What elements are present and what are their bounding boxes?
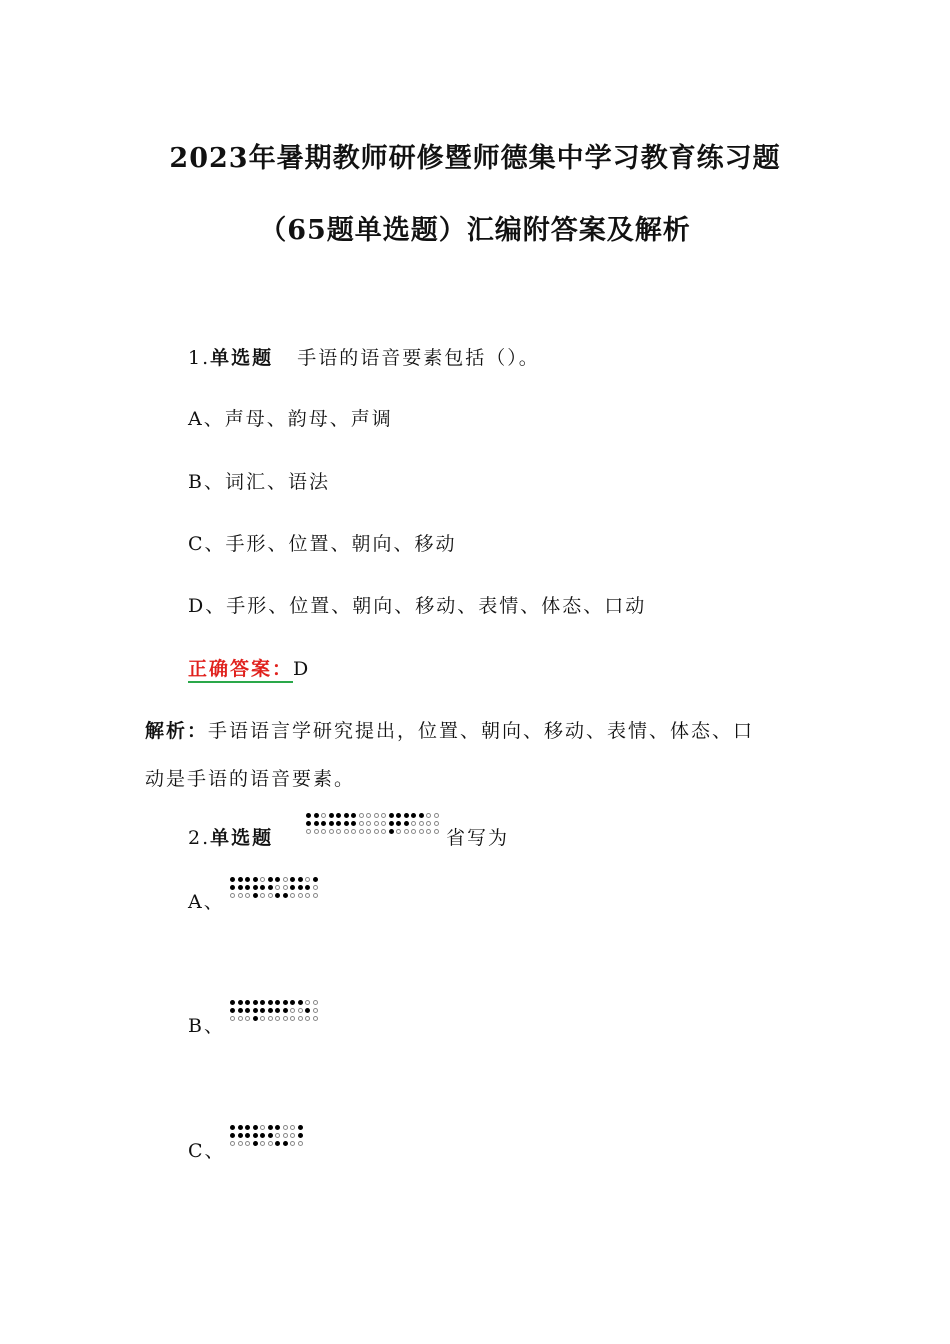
- braille-cell: [411, 813, 424, 835]
- braille-dot: [283, 885, 288, 890]
- braille-dot: [253, 1125, 258, 1130]
- braille-dot: [359, 821, 364, 826]
- braille-dot: [245, 1125, 250, 1130]
- question-number: 2.: [188, 827, 211, 849]
- braille-dot: [283, 1016, 288, 1021]
- braille-dot: [268, 1133, 273, 1138]
- braille-dot: [283, 893, 288, 898]
- braille-dot: [268, 893, 273, 898]
- braille-dot: [411, 813, 416, 818]
- braille-dot: [434, 829, 439, 834]
- braille-dot: [238, 1141, 243, 1146]
- braille-dot: [434, 821, 439, 826]
- braille-dot: [238, 1008, 243, 1013]
- braille-dot: [329, 821, 334, 826]
- question-1: [188, 343, 540, 370]
- q2-option-a-label[interactable]: A、: [188, 891, 225, 913]
- q2-option-c-label[interactable]: C、: [188, 1140, 226, 1162]
- braille-dot: [351, 813, 356, 818]
- braille-dot: [268, 1008, 273, 1013]
- braille-dot: [290, 1141, 295, 1146]
- braille-dot: [321, 829, 326, 834]
- braille-dot: [298, 1141, 303, 1146]
- braille-dot: [238, 893, 243, 898]
- braille-cell: [381, 813, 394, 835]
- braille-dot: [253, 885, 258, 890]
- braille-dot: [260, 885, 265, 890]
- braille-dot: [230, 877, 235, 882]
- braille-dot: [426, 813, 431, 818]
- braille-dot: [305, 877, 310, 882]
- braille-dot: [283, 1000, 288, 1005]
- braille-cell: [260, 1000, 273, 1022]
- braille-dot: [426, 821, 431, 826]
- braille-dot: [253, 1008, 258, 1013]
- analysis-label: 解析：: [145, 720, 209, 742]
- braille-cell: [396, 813, 409, 835]
- question-stem-suffix: 省写为: [446, 827, 510, 849]
- braille-cell: [245, 1000, 258, 1022]
- braille-cell: [245, 877, 258, 899]
- braille-dot: [313, 877, 318, 882]
- braille-cell: [305, 1000, 318, 1022]
- braille-dot: [419, 813, 424, 818]
- braille-dot: [290, 893, 295, 898]
- braille-dot: [268, 1125, 273, 1130]
- braille-dot: [366, 821, 371, 826]
- braille-dot: [329, 829, 334, 834]
- braille-dot: [260, 1008, 265, 1013]
- braille-dot: [238, 1125, 243, 1130]
- braille-option-c[interactable]: [230, 1125, 305, 1152]
- braille-dot: [336, 821, 341, 826]
- braille-dot: [245, 1133, 250, 1138]
- braille-dot: [253, 893, 258, 898]
- braille-dot: [298, 893, 303, 898]
- braille-dot: [298, 1000, 303, 1005]
- braille-dot: [260, 1000, 265, 1005]
- braille-dot: [268, 885, 273, 890]
- braille-dot: [245, 1016, 250, 1021]
- braille-dot: [230, 1000, 235, 1005]
- braille-dot: [314, 813, 319, 818]
- braille-dot: [283, 877, 288, 882]
- braille-dot: [290, 1000, 295, 1005]
- braille-dot: [230, 885, 235, 890]
- braille-cell: [290, 1000, 303, 1022]
- braille-dot: [238, 885, 243, 890]
- option-d[interactable]: D、手形、位置、朝向、移动、表情、体态、口动: [188, 595, 647, 617]
- braille-dot: [374, 829, 379, 834]
- correct-answer-label: 正确答案：: [188, 658, 293, 683]
- braille-dot: [404, 829, 409, 834]
- braille-cell: [321, 813, 334, 835]
- braille-dot: [321, 813, 326, 818]
- question-type: 单选题: [210, 347, 274, 369]
- braille-dot: [290, 1133, 295, 1138]
- braille-dot: [260, 877, 265, 882]
- braille-dot: [238, 1000, 243, 1005]
- braille-dot: [283, 1008, 288, 1013]
- question-2: [188, 823, 273, 850]
- braille-dot: [245, 1141, 250, 1146]
- braille-dot: [253, 877, 258, 882]
- braille-dot: [230, 1125, 235, 1130]
- braille-dot: [245, 1000, 250, 1005]
- braille-dot: [351, 821, 356, 826]
- braille-dot: [298, 877, 303, 882]
- braille-dot: [366, 813, 371, 818]
- document-title-line2: （65题单选题）汇编附答案及解析: [259, 215, 691, 246]
- analysis-line2: 动是手语的语音要素。: [145, 768, 356, 790]
- q2-option-b-label[interactable]: B、: [188, 1015, 225, 1037]
- braille-dot: [434, 813, 439, 818]
- braille-dot: [230, 1016, 235, 1021]
- braille-cell: [245, 1125, 258, 1147]
- braille-dot: [290, 1008, 295, 1013]
- braille-dot: [298, 1016, 303, 1021]
- braille-dot: [230, 1141, 235, 1146]
- braille-dot: [275, 877, 280, 882]
- braille-dot: [314, 821, 319, 826]
- braille-dot: [329, 813, 334, 818]
- braille-dot: [381, 829, 386, 834]
- braille-cell: [230, 877, 243, 899]
- braille-dot: [411, 829, 416, 834]
- analysis-line1: [145, 716, 754, 743]
- braille-dot: [238, 1133, 243, 1138]
- question-stem: 手语的语音要素包括（）。: [297, 347, 540, 369]
- braille-option-a[interactable]: [230, 877, 320, 904]
- braille-dot: [389, 829, 394, 834]
- braille-dot: [230, 1133, 235, 1138]
- braille-dot: [306, 821, 311, 826]
- braille-dot: [381, 813, 386, 818]
- question-type: 单选题: [210, 827, 274, 849]
- braille-dot: [238, 1016, 243, 1021]
- braille-dot: [260, 1125, 265, 1130]
- braille-dot: [275, 1008, 280, 1013]
- braille-dot: [305, 885, 310, 890]
- analysis-text: 手语语言学研究提出，位置、朝向、移动、表情、体态、口: [208, 720, 755, 742]
- braille-dot: [419, 829, 424, 834]
- braille-dot: [298, 1008, 303, 1013]
- braille-cell: [366, 813, 379, 835]
- braille-dot: [313, 1000, 318, 1005]
- braille-dot: [411, 821, 416, 826]
- braille-dot: [374, 813, 379, 818]
- braille-dot: [230, 1008, 235, 1013]
- braille-dot: [298, 1133, 303, 1138]
- braille-dot: [313, 1016, 318, 1021]
- braille-dot: [260, 893, 265, 898]
- question-number: 1.: [188, 347, 211, 369]
- braille-cell: [306, 813, 319, 835]
- braille-dot: [245, 877, 250, 882]
- braille-dot: [404, 813, 409, 818]
- braille-dot: [253, 1133, 258, 1138]
- braille-option-b[interactable]: [230, 1000, 320, 1027]
- braille-dot: [290, 877, 295, 882]
- braille-dot: [283, 1133, 288, 1138]
- braille-dot: [313, 1008, 318, 1013]
- option-b[interactable]: B、词汇、语法: [188, 471, 330, 493]
- braille-dot: [298, 1125, 303, 1130]
- braille-cell: [426, 813, 439, 835]
- braille-dot: [260, 1133, 265, 1138]
- braille-dot: [275, 885, 280, 890]
- braille-dot: [253, 1000, 258, 1005]
- braille-dot: [419, 821, 424, 826]
- correct-answer: [188, 654, 310, 681]
- braille-dot: [396, 813, 401, 818]
- braille-dot: [396, 821, 401, 826]
- braille-dot: [404, 821, 409, 826]
- braille-dot: [313, 893, 318, 898]
- braille-dot: [253, 1141, 258, 1146]
- braille-dot: [321, 821, 326, 826]
- braille-dot: [283, 1125, 288, 1130]
- braille-dot: [245, 885, 250, 890]
- braille-dot: [306, 829, 311, 834]
- braille-dot: [305, 1016, 310, 1021]
- braille-dot: [374, 821, 379, 826]
- braille-dot: [260, 1141, 265, 1146]
- braille-cell: [305, 877, 318, 899]
- braille-dot: [275, 1000, 280, 1005]
- braille-dot: [275, 1141, 280, 1146]
- option-c[interactable]: C、手形、位置、朝向、移动: [188, 533, 457, 555]
- braille-dot: [336, 813, 341, 818]
- braille-dot: [351, 829, 356, 834]
- braille-cell: [275, 1125, 288, 1147]
- braille-dot: [389, 813, 394, 818]
- braille-dot: [344, 813, 349, 818]
- braille-cell: [260, 877, 273, 899]
- braille-dot: [245, 893, 250, 898]
- braille-dot: [268, 877, 273, 882]
- braille-dot: [268, 1141, 273, 1146]
- braille-dot: [305, 893, 310, 898]
- braille-dot: [275, 1125, 280, 1130]
- braille-dot: [245, 1008, 250, 1013]
- braille-dot: [305, 1008, 310, 1013]
- braille-dot: [290, 885, 295, 890]
- braille-dot: [314, 829, 319, 834]
- braille-dot: [268, 1000, 273, 1005]
- braille-dot: [298, 885, 303, 890]
- braille-dot: [268, 1016, 273, 1021]
- braille-dot: [344, 829, 349, 834]
- braille-dot: [359, 813, 364, 818]
- braille-cell: [230, 1000, 243, 1022]
- braille-cell: [336, 813, 349, 835]
- braille-cell: [230, 1125, 243, 1147]
- document-title-line1: 2023年暑期教师研修暨师德集中学习教育练习题: [169, 143, 781, 174]
- correct-answer-value: D: [293, 658, 311, 680]
- braille-dot: [275, 893, 280, 898]
- braille-cell: [275, 877, 288, 899]
- braille-dot: [366, 829, 371, 834]
- braille-cell: [351, 813, 364, 835]
- braille-stem: [306, 813, 441, 840]
- braille-dot: [305, 1000, 310, 1005]
- braille-dot: [344, 821, 349, 826]
- braille-dot: [275, 1016, 280, 1021]
- braille-dot: [389, 821, 394, 826]
- option-a[interactable]: A、声母、韵母、声调: [188, 408, 393, 430]
- braille-dot: [230, 893, 235, 898]
- braille-cell: [290, 877, 303, 899]
- braille-cell: [275, 1000, 288, 1022]
- braille-cell: [290, 1125, 303, 1147]
- braille-dot: [283, 1141, 288, 1146]
- braille-dot: [396, 829, 401, 834]
- braille-dot: [359, 829, 364, 834]
- braille-dot: [260, 1016, 265, 1021]
- braille-dot: [290, 1125, 295, 1130]
- braille-dot: [381, 821, 386, 826]
- braille-dot: [253, 1016, 258, 1021]
- braille-dot: [313, 885, 318, 890]
- braille-dot: [238, 877, 243, 882]
- braille-dot: [290, 1016, 295, 1021]
- braille-dot: [336, 829, 341, 834]
- braille-dot: [275, 1133, 280, 1138]
- braille-dot: [426, 829, 431, 834]
- braille-dot: [306, 813, 311, 818]
- braille-cell: [260, 1125, 273, 1147]
